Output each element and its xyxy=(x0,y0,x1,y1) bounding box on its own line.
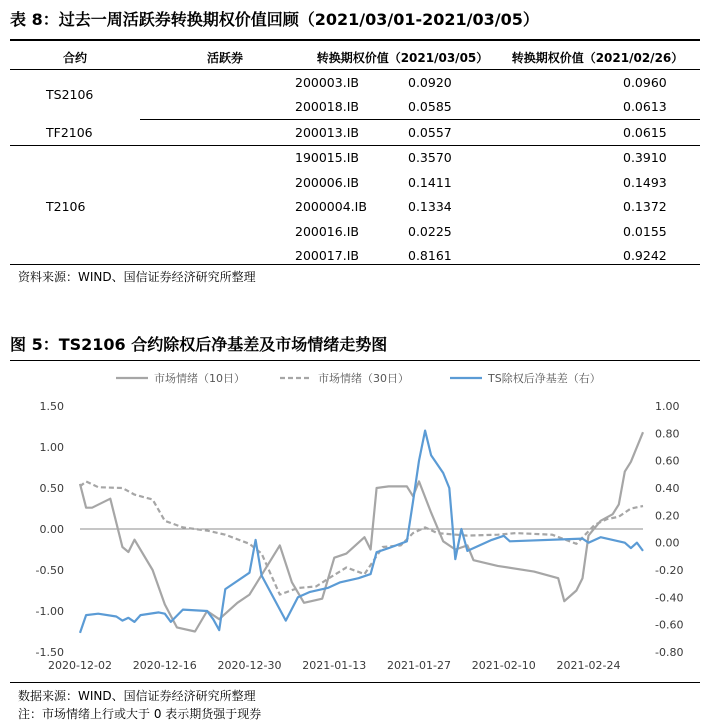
y-right-tick-label: 0.40 xyxy=(655,482,680,495)
value-0226-cell: 0.1493 xyxy=(623,174,667,190)
value-0226-cell: 0.3910 xyxy=(623,150,667,166)
bond-cell: 200013.IB xyxy=(140,120,310,146)
value-0226-cell: 0.1372 xyxy=(623,199,667,215)
x-tick-label: 2020-12-02 xyxy=(48,659,112,672)
y-right-tick-label: -0.40 xyxy=(655,591,684,605)
value-0305-cell: 0.0225 xyxy=(408,223,452,239)
y-right-tick-label: 0.20 xyxy=(655,509,680,523)
net-basis-sentiment-chart xyxy=(0,362,706,684)
y-right-tick-label: -0.80 xyxy=(655,646,684,659)
contract-cell: T2106 xyxy=(46,199,86,215)
x-tick-label: 2021-01-13 xyxy=(302,659,367,672)
value-0305-cell: 0.0920 xyxy=(408,74,452,90)
value-0305-cell: 0.8161 xyxy=(408,248,452,264)
y-right-tick-label: 0.80 xyxy=(655,427,680,441)
table-header-row xyxy=(10,46,700,70)
chart-title: 图 5：TS2106 合约除权后净基差及市场情绪走势图 xyxy=(10,335,388,354)
table-row xyxy=(10,145,700,170)
x-tick-label: 2021-02-24 xyxy=(556,659,621,672)
header-contract: 合约 xyxy=(10,46,140,70)
table-source-note: 资料来源：WIND、国信证券经济研究所整理 xyxy=(18,270,256,284)
y-right-tick-label: -0.60 xyxy=(655,618,684,632)
legend-label-3: TS除权后净基差（右） xyxy=(488,372,601,385)
value-0226-cell: 0.9242 xyxy=(623,248,667,264)
value-0305-cell: 0.1411 xyxy=(408,174,452,190)
value-0226-cell: 0.0960 xyxy=(623,74,667,90)
header-bond: 活跃券 xyxy=(140,46,310,70)
table-row xyxy=(10,70,700,95)
contract-cell: TF2106 xyxy=(10,120,140,146)
table-body xyxy=(10,70,700,269)
x-tick-label: 2021-02-10 xyxy=(471,659,536,672)
y-left-tick-label: 1.00 xyxy=(39,441,64,454)
y-left-tick-label: -1.00 xyxy=(35,605,64,618)
contract-cell: TS2106 xyxy=(46,87,94,103)
series-line-1 xyxy=(80,432,643,631)
value-0305-cell: 0.3570 xyxy=(408,150,452,166)
value-0226-cell: 0.0155 xyxy=(623,223,667,239)
table-bottom-rule xyxy=(10,264,700,265)
bond-cell: 200003.IB xyxy=(295,74,359,90)
y-left-tick-label: 0.50 xyxy=(39,482,64,495)
value-0226-cell: 0.0613 xyxy=(495,95,700,120)
x-tick-label: 2020-12-30 xyxy=(217,659,282,672)
chart-source-note: 数据来源：WIND、国信证券经济研究所整理 xyxy=(18,689,256,703)
legend-label-1: 市场情绪（10日） xyxy=(154,372,245,385)
y-left-tick-label: -1.50 xyxy=(35,646,64,659)
chart-bottom-rule xyxy=(10,682,700,683)
bond-cell: 200018.IB xyxy=(140,95,310,120)
chart-title-rule xyxy=(10,360,700,361)
value-0226-cell: 0.0615 xyxy=(495,120,700,146)
header-value-0226: 转换期权价值（2021/02/26） xyxy=(495,46,700,70)
y-left-tick-label: -0.50 xyxy=(35,564,64,577)
chart-footnote: 注：市场情绪上行或大于 0 表示期货强于现券 xyxy=(18,707,262,721)
y-left-tick-label: 1.50 xyxy=(39,400,64,413)
bond-cell: 2000004.IB xyxy=(295,199,367,215)
header-value-0305: 转换期权价值（2021/03/05） xyxy=(310,46,495,70)
option-value-table xyxy=(10,46,700,268)
table-top-rule xyxy=(10,39,700,41)
y-right-tick-label: 0.00 xyxy=(655,536,680,550)
value-0305-cell: 0.0585 xyxy=(310,95,495,120)
legend-label-2: 市场情绪（30日） xyxy=(318,372,409,385)
y-right-tick-label: 0.60 xyxy=(655,454,680,468)
table-title: 表 8：过去一周活跃券转换期权价值回顾（2021/03/01-2021/03/05） xyxy=(10,10,539,29)
x-tick-label: 2020-12-16 xyxy=(132,659,197,672)
bond-cell: 190015.IB xyxy=(295,150,359,166)
value-0305-cell: 0.1334 xyxy=(408,199,452,215)
x-tick-label: 2021-01-27 xyxy=(387,659,451,672)
bond-cell: 200017.IB xyxy=(295,248,359,264)
y-left-tick-label: 0.00 xyxy=(39,523,64,536)
y-right-tick-label: -0.20 xyxy=(655,564,684,577)
y-right-tick-label: 1.00 xyxy=(655,400,680,413)
table-row xyxy=(10,120,700,146)
value-0305-cell: 0.0557 xyxy=(310,120,495,146)
bond-cell: 200016.IB xyxy=(295,223,359,239)
bond-cell: 200006.IB xyxy=(295,174,359,190)
